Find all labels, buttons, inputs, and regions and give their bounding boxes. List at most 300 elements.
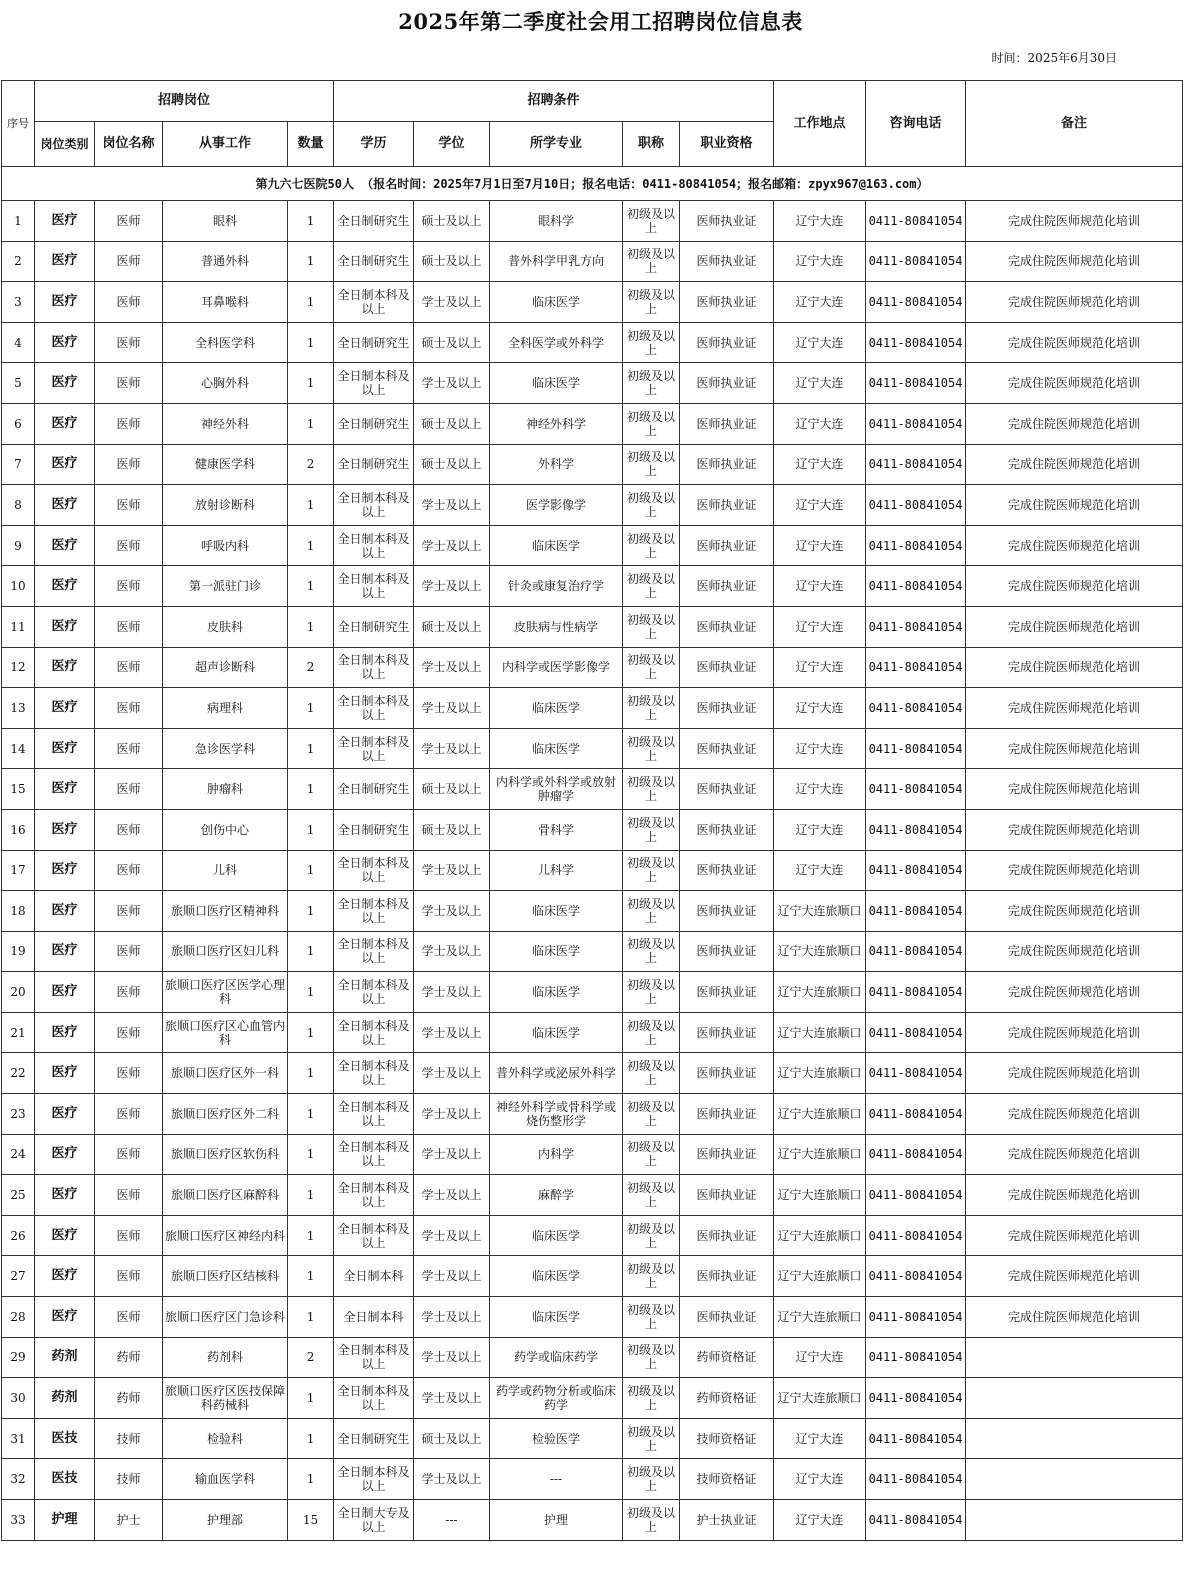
- table-row: [2, 1337, 1183, 1378]
- cell-remark: 完成住院医师规范化培训: [966, 1215, 1183, 1256]
- cell-location: 辽宁大连旅顺口: [774, 1175, 866, 1216]
- cell-title-rank: 初级及以上: [623, 1459, 680, 1500]
- cell-category: 医技: [35, 1459, 95, 1500]
- cell-work: 呼吸内科: [163, 525, 288, 566]
- table-row: [2, 931, 1183, 972]
- cell-remark: 完成住院医师规范化培训: [966, 647, 1183, 688]
- cell-major: 药学或药物分析或临床药学: [490, 1378, 623, 1419]
- cell-qualification: 医师执业证: [680, 444, 774, 485]
- cell-title-rank: 初级及以上: [623, 1378, 680, 1419]
- header-phone: 咨询电话: [866, 81, 966, 167]
- cell-qualification: 护士执业证: [680, 1500, 774, 1541]
- cell-major: 外科学: [490, 444, 623, 485]
- cell-phone: 0411-80841054: [866, 403, 966, 444]
- cell-education: 全日制本科及以上: [334, 485, 414, 526]
- cell-name: 医师: [95, 1134, 163, 1175]
- cell-category: 药剂: [35, 1378, 95, 1419]
- table-row: [2, 606, 1183, 647]
- cell-seq: 6: [2, 403, 35, 444]
- cell-remark: 完成住院医师规范化培训: [966, 931, 1183, 972]
- cell-major: 神经外科学或骨科学或烧伤整形学: [490, 1094, 623, 1135]
- cell-count: 1: [288, 363, 334, 404]
- cell-count: 1: [288, 1094, 334, 1135]
- cell-work: 输血医学科: [163, 1459, 288, 1500]
- cell-category: 医疗: [35, 525, 95, 566]
- cell-major: 针灸或康复治疗学: [490, 566, 623, 607]
- cell-degree: 学士及以上: [414, 485, 490, 526]
- cell-seq: 9: [2, 525, 35, 566]
- cell-category: 医疗: [35, 688, 95, 729]
- cell-remark: 完成住院医师规范化培训: [966, 566, 1183, 607]
- cell-major: 临床医学: [490, 1297, 623, 1338]
- cell-count: 1: [288, 931, 334, 972]
- cell-education: 全日制本科及以上: [334, 1215, 414, 1256]
- cell-work: 旅顺口医疗区医学心理科: [163, 972, 288, 1013]
- cell-location: 辽宁大连: [774, 688, 866, 729]
- cell-count: 1: [288, 403, 334, 444]
- cell-count: 1: [288, 525, 334, 566]
- cell-count: 1: [288, 688, 334, 729]
- cell-major: 护理: [490, 1500, 623, 1541]
- cell-qualification: 医师执业证: [680, 688, 774, 729]
- cell-category: 医疗: [35, 850, 95, 891]
- cell-name: 医师: [95, 1175, 163, 1216]
- section-heading: 第九六七医院50人 （报名时间：2025年7月1日至7月10日；报名电话：0411-80841054；报名邮箱：zpyx967@163.com）: [2, 167, 1183, 201]
- cell-title-rank: 初级及以上: [623, 606, 680, 647]
- cell-count: 2: [288, 1337, 334, 1378]
- cell-category: 护理: [35, 1500, 95, 1541]
- table-row: [2, 850, 1183, 891]
- cell-remark: 完成住院医师规范化培训: [966, 728, 1183, 769]
- cell-work: 眼科: [163, 201, 288, 242]
- cell-name: 医师: [95, 850, 163, 891]
- cell-name: 医师: [95, 403, 163, 444]
- cell-count: 1: [288, 1418, 334, 1459]
- cell-location: 辽宁大连旅顺口: [774, 891, 866, 932]
- cell-education: 全日制本科及以上: [334, 1175, 414, 1216]
- cell-education: 全日制大专及以上: [334, 1500, 414, 1541]
- cell-qualification: 医师执业证: [680, 728, 774, 769]
- cell-title-rank: 初级及以上: [623, 282, 680, 323]
- cell-work: 药剂科: [163, 1337, 288, 1378]
- cell-name: 医师: [95, 728, 163, 769]
- cell-category: 医疗: [35, 322, 95, 363]
- table-row: [2, 525, 1183, 566]
- cell-seq: 17: [2, 850, 35, 891]
- cell-qualification: 医师执业证: [680, 809, 774, 850]
- table-row: [2, 485, 1183, 526]
- cell-location: 辽宁大连: [774, 1500, 866, 1541]
- cell-remark: 完成住院医师规范化培训: [966, 891, 1183, 932]
- cell-remark: 完成住院医师规范化培训: [966, 1053, 1183, 1094]
- table-row: [2, 1175, 1183, 1216]
- cell-phone: 0411-80841054: [866, 485, 966, 526]
- cell-degree: 学士及以上: [414, 728, 490, 769]
- cell-phone: 0411-80841054: [866, 1500, 966, 1541]
- cell-education: 全日制研究生: [334, 241, 414, 282]
- cell-education: 全日制研究生: [334, 201, 414, 242]
- cell-work: 全科医学科: [163, 322, 288, 363]
- cell-work: 旅顺口医疗区神经内科: [163, 1215, 288, 1256]
- cell-major: 内科学或外科学或放射肿瘤学: [490, 769, 623, 810]
- cell-education: 全日制本科及以上: [334, 931, 414, 972]
- cell-qualification: 医师执业证: [680, 241, 774, 282]
- cell-education: 全日制研究生: [334, 769, 414, 810]
- cell-location: 辽宁大连: [774, 1459, 866, 1500]
- table-row: [2, 647, 1183, 688]
- cell-count: 1: [288, 891, 334, 932]
- cell-remark: [966, 1500, 1183, 1541]
- cell-name: 医师: [95, 606, 163, 647]
- cell-title-rank: 初级及以上: [623, 322, 680, 363]
- cell-education: 全日制本科及以上: [334, 363, 414, 404]
- cell-seq: 12: [2, 647, 35, 688]
- cell-phone: 0411-80841054: [866, 322, 966, 363]
- cell-seq: 33: [2, 1500, 35, 1541]
- cell-degree: 学士及以上: [414, 1337, 490, 1378]
- cell-location: 辽宁大连旅顺口: [774, 972, 866, 1013]
- cell-seq: 13: [2, 688, 35, 729]
- cell-phone: 0411-80841054: [866, 1459, 966, 1500]
- cell-count: 1: [288, 201, 334, 242]
- cell-qualification: 医师执业证: [680, 525, 774, 566]
- cell-count: 1: [288, 1215, 334, 1256]
- cell-count: 1: [288, 322, 334, 363]
- cell-work: 旅顺口医疗区医技保障科药械科: [163, 1378, 288, 1419]
- cell-work: 健康医学科: [163, 444, 288, 485]
- cell-work: 旅顺口医疗区门急诊科: [163, 1297, 288, 1338]
- cell-degree: 学士及以上: [414, 1459, 490, 1500]
- table-row: [2, 1134, 1183, 1175]
- cell-work: 心胸外科: [163, 363, 288, 404]
- cell-name: 药师: [95, 1378, 163, 1419]
- cell-category: 医疗: [35, 1175, 95, 1216]
- cell-name: 医师: [95, 972, 163, 1013]
- cell-name: 医师: [95, 809, 163, 850]
- cell-location: 辽宁大连: [774, 728, 866, 769]
- cell-category: 药剂: [35, 1337, 95, 1378]
- header-degree: 学位: [414, 122, 490, 167]
- cell-major: 临床医学: [490, 688, 623, 729]
- cell-work: 旅顺口医疗区软伤科: [163, 1134, 288, 1175]
- cell-location: 辽宁大连: [774, 1418, 866, 1459]
- cell-degree: 硕士及以上: [414, 809, 490, 850]
- cell-major: 普外科学或泌尿外科学: [490, 1053, 623, 1094]
- cell-phone: 0411-80841054: [866, 1418, 966, 1459]
- publish-date: 时间：2025年6月30日: [991, 51, 1117, 65]
- cell-qualification: 医师执业证: [680, 891, 774, 932]
- table-row: [2, 1378, 1183, 1419]
- cell-count: 1: [288, 566, 334, 607]
- cell-major: 临床医学: [490, 972, 623, 1013]
- cell-education: 全日制研究生: [334, 809, 414, 850]
- table-row: [2, 444, 1183, 485]
- cell-remark: 完成住院医师规范化培训: [966, 201, 1183, 242]
- cell-location: 辽宁大连旅顺口: [774, 1256, 866, 1297]
- cell-category: 医技: [35, 1418, 95, 1459]
- cell-category: 医疗: [35, 769, 95, 810]
- cell-degree: 学士及以上: [414, 1175, 490, 1216]
- cell-qualification: 医师执业证: [680, 322, 774, 363]
- cell-seq: 21: [2, 1012, 35, 1053]
- cell-remark: 完成住院医师规范化培训: [966, 403, 1183, 444]
- cell-qualification: 医师执业证: [680, 1134, 774, 1175]
- cell-title-rank: 初级及以上: [623, 1215, 680, 1256]
- cell-phone: 0411-80841054: [866, 1012, 966, 1053]
- cell-phone: 0411-80841054: [866, 1053, 966, 1094]
- cell-qualification: 医师执业证: [680, 850, 774, 891]
- cell-count: 1: [288, 850, 334, 891]
- cell-major: 儿科学: [490, 850, 623, 891]
- cell-remark: 完成住院医师规范化培训: [966, 525, 1183, 566]
- cell-location: 辽宁大连: [774, 647, 866, 688]
- cell-education: 全日制本科及以上: [334, 1337, 414, 1378]
- table-row: [2, 1256, 1183, 1297]
- cell-title-rank: 初级及以上: [623, 1256, 680, 1297]
- cell-major: 内科学或医学影像学: [490, 647, 623, 688]
- cell-seq: 25: [2, 1175, 35, 1216]
- cell-category: 医疗: [35, 647, 95, 688]
- cell-category: 医疗: [35, 485, 95, 526]
- cell-category: 医疗: [35, 201, 95, 242]
- cell-qualification: 医师执业证: [680, 403, 774, 444]
- table-row: [2, 688, 1183, 729]
- cell-title-rank: 初级及以上: [623, 1297, 680, 1338]
- cell-work: 急诊医学科: [163, 728, 288, 769]
- cell-title-rank: 初级及以上: [623, 1134, 680, 1175]
- cell-location: 辽宁大连旅顺口: [774, 1134, 866, 1175]
- cell-count: 1: [288, 1256, 334, 1297]
- cell-seq: 23: [2, 1094, 35, 1135]
- cell-name: 医师: [95, 1215, 163, 1256]
- cell-remark: 完成住院医师规范化培训: [966, 1175, 1183, 1216]
- cell-location: 辽宁大连旅顺口: [774, 1297, 866, 1338]
- header-education: 学历: [334, 122, 414, 167]
- cell-qualification: 医师执业证: [680, 566, 774, 607]
- cell-major: 麻醉学: [490, 1175, 623, 1216]
- cell-category: 医疗: [35, 1256, 95, 1297]
- cell-phone: 0411-80841054: [866, 1134, 966, 1175]
- cell-name: 医师: [95, 891, 163, 932]
- table-row: [2, 201, 1183, 242]
- cell-location: 辽宁大连: [774, 1337, 866, 1378]
- cell-remark: 完成住院医师规范化培训: [966, 606, 1183, 647]
- cell-location: 辽宁大连: [774, 809, 866, 850]
- cell-name: 医师: [95, 282, 163, 323]
- cell-qualification: 医师执业证: [680, 363, 774, 404]
- cell-title-rank: 初级及以上: [623, 972, 680, 1013]
- page-title: 2025年第二季度社会用工招聘岗位信息表: [398, 9, 803, 34]
- cell-degree: 学士及以上: [414, 1012, 490, 1053]
- cell-location: 辽宁大连旅顺口: [774, 1378, 866, 1419]
- cell-category: 医疗: [35, 891, 95, 932]
- cell-degree: 学士及以上: [414, 972, 490, 1013]
- cell-education: 全日制研究生: [334, 444, 414, 485]
- cell-location: 辽宁大连: [774, 525, 866, 566]
- table-row: [2, 241, 1183, 282]
- cell-education: 全日制本科及以上: [334, 525, 414, 566]
- cell-seq: 5: [2, 363, 35, 404]
- cell-remark: 完成住院医师规范化培训: [966, 688, 1183, 729]
- table-row: [2, 972, 1183, 1013]
- cell-phone: 0411-80841054: [866, 809, 966, 850]
- cell-name: 医师: [95, 322, 163, 363]
- cell-education: 全日制本科及以上: [334, 1053, 414, 1094]
- cell-seq: 32: [2, 1459, 35, 1500]
- cell-qualification: 医师执业证: [680, 201, 774, 242]
- cell-location: 辽宁大连旅顺口: [774, 1053, 866, 1094]
- cell-count: 2: [288, 444, 334, 485]
- cell-major: 检验医学: [490, 1418, 623, 1459]
- cell-seq: 31: [2, 1418, 35, 1459]
- table-row: [2, 566, 1183, 607]
- cell-degree: 硕士及以上: [414, 241, 490, 282]
- table-row: [2, 403, 1183, 444]
- cell-name: 医师: [95, 1256, 163, 1297]
- cell-education: 全日制本科及以上: [334, 282, 414, 323]
- cell-major: ---: [490, 1459, 623, 1500]
- cell-title-rank: 初级及以上: [623, 1500, 680, 1541]
- cell-education: 全日制本科及以上: [334, 850, 414, 891]
- table-row: [2, 728, 1183, 769]
- cell-major: 药学或临床药学: [490, 1337, 623, 1378]
- cell-qualification: 医师执业证: [680, 282, 774, 323]
- cell-major: 临床医学: [490, 525, 623, 566]
- cell-remark: 完成住院医师规范化培训: [966, 1094, 1183, 1135]
- cell-name: 技师: [95, 1418, 163, 1459]
- cell-work: 普通外科: [163, 241, 288, 282]
- cell-name: 医师: [95, 931, 163, 972]
- cell-name: 医师: [95, 201, 163, 242]
- cell-remark: [966, 1459, 1183, 1500]
- cell-title-rank: 初级及以上: [623, 769, 680, 810]
- cell-qualification: 医师执业证: [680, 972, 774, 1013]
- cell-work: 神经外科: [163, 403, 288, 444]
- table-row: [2, 322, 1183, 363]
- cell-remark: 完成住院医师规范化培训: [966, 1297, 1183, 1338]
- cell-remark: 完成住院医师规范化培训: [966, 1012, 1183, 1053]
- cell-qualification: 医师执业证: [680, 931, 774, 972]
- cell-remark: 完成住院医师规范化培训: [966, 363, 1183, 404]
- table-row: [2, 769, 1183, 810]
- table-row: [2, 1215, 1183, 1256]
- cell-count: 1: [288, 1175, 334, 1216]
- cell-phone: 0411-80841054: [866, 566, 966, 607]
- cell-count: 1: [288, 282, 334, 323]
- cell-education: 全日制本科及以上: [334, 1378, 414, 1419]
- cell-education: 全日制本科及以上: [334, 972, 414, 1013]
- cell-count: 1: [288, 485, 334, 526]
- cell-phone: 0411-80841054: [866, 931, 966, 972]
- cell-degree: 学士及以上: [414, 282, 490, 323]
- cell-count: 1: [288, 1053, 334, 1094]
- cell-title-rank: 初级及以上: [623, 1337, 680, 1378]
- cell-phone: 0411-80841054: [866, 972, 966, 1013]
- cell-category: 医疗: [35, 809, 95, 850]
- cell-category: 医疗: [35, 931, 95, 972]
- cell-remark: 完成住院医师规范化培训: [966, 444, 1183, 485]
- cell-remark: 完成住院医师规范化培训: [966, 282, 1183, 323]
- cell-major: 神经外科学: [490, 403, 623, 444]
- cell-education: 全日制研究生: [334, 322, 414, 363]
- cell-major: 临床医学: [490, 931, 623, 972]
- cell-work: 病理科: [163, 688, 288, 729]
- cell-major: 眼科学: [490, 201, 623, 242]
- cell-title-rank: 初级及以上: [623, 566, 680, 607]
- header-major: 所学专业: [490, 122, 623, 167]
- cell-qualification: 医师执业证: [680, 1256, 774, 1297]
- cell-count: 1: [288, 1134, 334, 1175]
- cell-location: 辽宁大连旅顺口: [774, 931, 866, 972]
- cell-degree: 学士及以上: [414, 363, 490, 404]
- cell-category: 医疗: [35, 363, 95, 404]
- cell-phone: 0411-80841054: [866, 1094, 966, 1135]
- cell-title-rank: 初级及以上: [623, 525, 680, 566]
- cell-degree: 学士及以上: [414, 1256, 490, 1297]
- cell-remark: 完成住院医师规范化培训: [966, 809, 1183, 850]
- cell-major: 临床医学: [490, 282, 623, 323]
- cell-qualification: 医师执业证: [680, 1215, 774, 1256]
- cell-phone: 0411-80841054: [866, 1175, 966, 1216]
- cell-degree: 学士及以上: [414, 1378, 490, 1419]
- cell-degree: 学士及以上: [414, 566, 490, 607]
- cell-phone: 0411-80841054: [866, 282, 966, 323]
- cell-qualification: 医师执业证: [680, 1012, 774, 1053]
- cell-education: 全日制本科: [334, 1256, 414, 1297]
- cell-education: 全日制本科及以上: [334, 728, 414, 769]
- cell-seq: 19: [2, 931, 35, 972]
- cell-major: 临床医学: [490, 1256, 623, 1297]
- cell-education: 全日制本科: [334, 1297, 414, 1338]
- cell-education: 全日制研究生: [334, 1418, 414, 1459]
- cell-location: 辽宁大连: [774, 363, 866, 404]
- cell-seq: 4: [2, 322, 35, 363]
- cell-count: 1: [288, 809, 334, 850]
- cell-category: 医疗: [35, 1215, 95, 1256]
- cell-phone: 0411-80841054: [866, 606, 966, 647]
- table-row: [2, 1012, 1183, 1053]
- cell-location: 辽宁大连: [774, 566, 866, 607]
- cell-count: 1: [288, 1378, 334, 1419]
- cell-name: 医师: [95, 566, 163, 607]
- cell-title-rank: 初级及以上: [623, 850, 680, 891]
- cell-count: 1: [288, 1297, 334, 1338]
- cell-seq: 22: [2, 1053, 35, 1094]
- cell-title-rank: 初级及以上: [623, 1094, 680, 1135]
- table-row: [2, 1297, 1183, 1338]
- cell-location: 辽宁大连: [774, 403, 866, 444]
- cell-phone: 0411-80841054: [866, 363, 966, 404]
- table-row: [2, 1500, 1183, 1541]
- cell-category: 医疗: [35, 1053, 95, 1094]
- cell-location: 辽宁大连: [774, 322, 866, 363]
- cell-count: 2: [288, 647, 334, 688]
- cell-degree: 硕士及以上: [414, 201, 490, 242]
- cell-major: 医学影像学: [490, 485, 623, 526]
- table-row: [2, 1459, 1183, 1500]
- cell-name: 医师: [95, 241, 163, 282]
- cell-name: 药师: [95, 1337, 163, 1378]
- cell-education: 全日制本科及以上: [334, 1012, 414, 1053]
- cell-degree: 学士及以上: [414, 850, 490, 891]
- cell-seq: 27: [2, 1256, 35, 1297]
- cell-count: 1: [288, 972, 334, 1013]
- cell-category: 医疗: [35, 1297, 95, 1338]
- cell-work: 皮肤科: [163, 606, 288, 647]
- cell-phone: 0411-80841054: [866, 1297, 966, 1338]
- cell-phone: 0411-80841054: [866, 525, 966, 566]
- cell-name: 医师: [95, 485, 163, 526]
